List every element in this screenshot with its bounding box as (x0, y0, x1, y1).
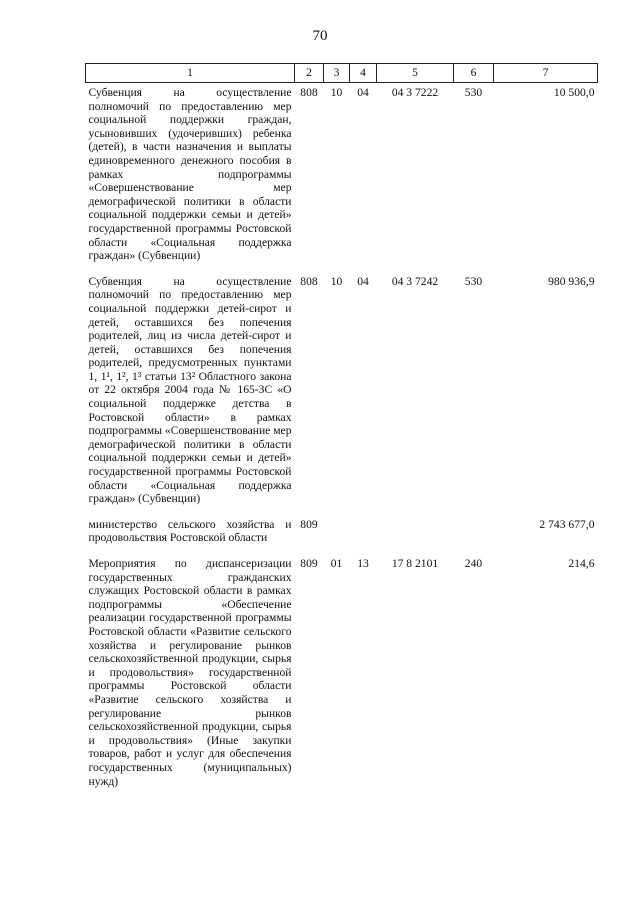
row-description: Субвенция на осуществление полномочий по предоставлению мер социальной поддержки граждан, усыновивших (удочеривших) ребенка (детей), в части назначения и выплаты единовременного денежного пособия в рамках подпрограммы «Совершенствование мер демографической политики в области социальной поддержки семьи и детей» государственной программы Ростовской области «Социальная поддержка граждан» (Субвенции) (88, 86, 292, 263)
cell-subsection (350, 515, 377, 554)
cell-expense-type (454, 515, 494, 554)
cell-grbs: 809 (300, 557, 318, 570)
table-row (86, 554, 598, 797)
column-header: 3 (324, 64, 350, 83)
cell-target-article (377, 515, 454, 554)
column-header: 5 (377, 64, 454, 83)
cell-target-article: 04 3 7222 (391, 86, 439, 99)
page-number: 70 (312, 28, 328, 44)
cell-expense-type: 240 (464, 557, 483, 570)
row-description: Мероприятия по диспансеризации государственных гражданских служащих Ростовской области в рамках подпрограммы «Обеспечение реализации государственной программы Ростовской области «Развитие сельского хозяйства и регулирование рынков сельскохозяйственной продукции, сырья и продовольствия» государственной программы Ростовской области «Развитие сельского хозяйства и регулирование рынков сельскохозяйственной продукции, сырья и продовольствия» (Иные закупки товаров, работ и услуг для обеспечения государственных (муниципальных) нужд) (88, 557, 292, 788)
cell-expense-type: 530 (464, 274, 483, 288)
column-header: 1 (86, 64, 295, 83)
cell-subsection: 04 (357, 274, 369, 288)
cell-target-article: 04 3 7242 (391, 274, 439, 288)
row-description: Субвенция на осуществление полномочий по предоставлению мер социальной поддержки детей-сирот и детей, оставшихся без попечения родителей, лиц из числа детей-сирот и детей, оставшихся без попечения родителей, предусмотренных пунктами 1, 1¹, 1², 1³ статьи 13² Областного закона от 22 октября 2004 года № 165-ЗС «О социальной поддержке детства в Ростовской области» в рамках подпрограммы «Совершенствование мер демографической политики в области социальной поддержки семьи и детей» государственной программы Ростовской области «Социальная поддержка граждан» (Субвенции) (88, 274, 292, 506)
cell-section: 10 (330, 274, 343, 288)
cell-subsection: 13 (357, 557, 369, 570)
cell-amount: 980 936,9 (548, 274, 595, 288)
column-header: 7 (494, 64, 598, 83)
cell-section: 01 (330, 557, 343, 570)
table-row (86, 272, 598, 515)
cell-grbs: 809 (300, 517, 318, 531)
cell-target-article: 17 8 2101 (391, 557, 439, 570)
table-row (86, 83, 598, 272)
cell-amount: 2 743 677,0 (539, 517, 595, 531)
column-header: 2 (295, 64, 324, 83)
cell-grbs: 808 (300, 86, 318, 99)
column-header: 6 (454, 64, 494, 83)
table-row (86, 515, 598, 554)
budget-table (85, 63, 598, 797)
cell-section: 10 (330, 86, 343, 99)
cell-section (324, 515, 350, 554)
column-header: 4 (350, 64, 377, 83)
header-row (86, 64, 598, 83)
cell-grbs: 808 (300, 274, 318, 288)
cell-amount: 10 500,0 (553, 86, 595, 99)
cell-amount: 214,6 (568, 557, 595, 570)
cell-subsection: 04 (357, 86, 369, 99)
row-description: министерство сельского хозяйства и продовольствия Ростовской области (88, 517, 292, 545)
cell-expense-type: 530 (464, 86, 483, 99)
